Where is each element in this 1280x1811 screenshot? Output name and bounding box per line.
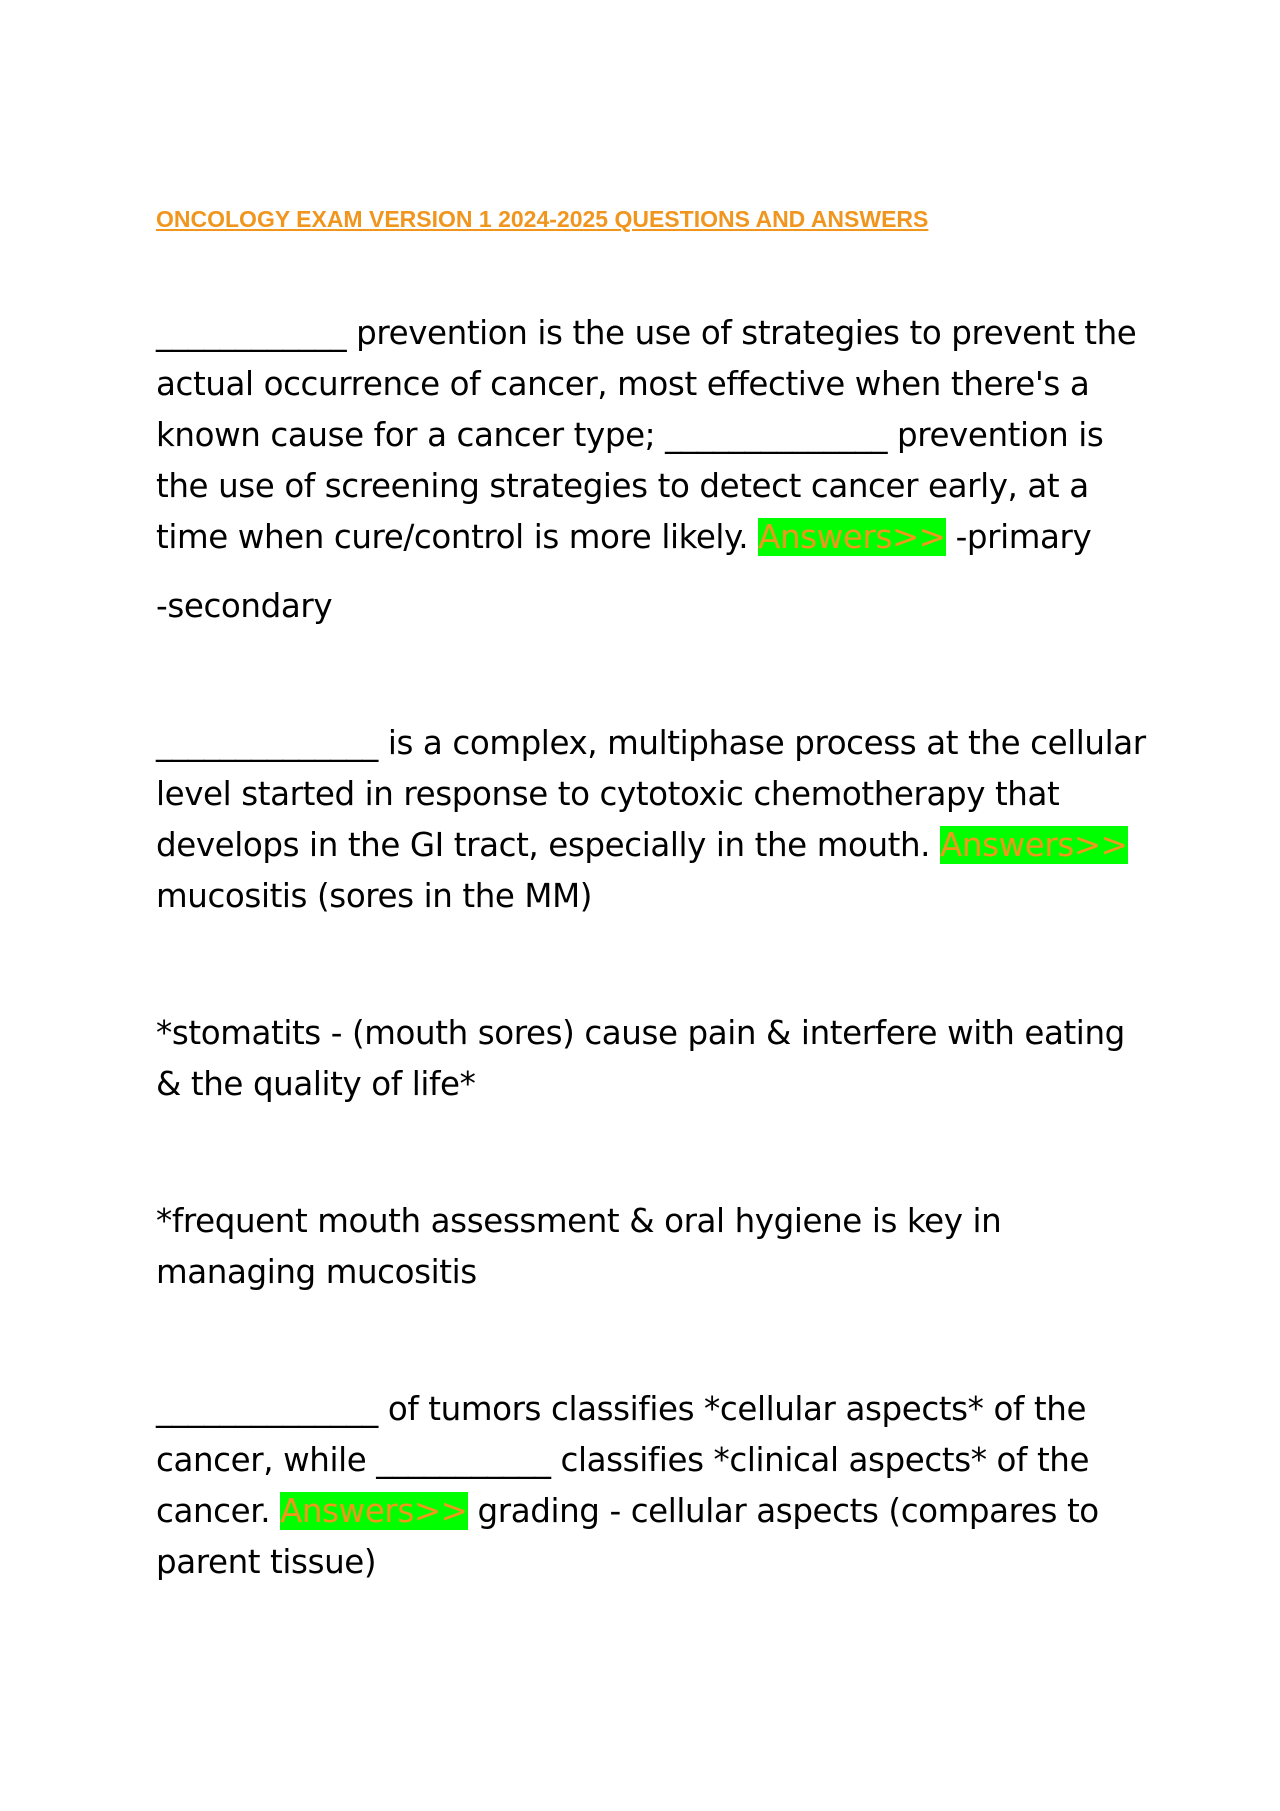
question-3-answer: grading - cellular aspects (compares to parent tissue): [156, 1492, 1099, 1581]
document-body: [156, 308, 1146, 1588]
question-2-text: ______________ is a complex, multiphase process at the cellular level started in response to cytotoxic chemotherapy that develops in the GI tract, especially in the mouth.: [156, 724, 1146, 864]
answer-tag: Answers>>: [758, 518, 946, 556]
paragraph-spacer: [156, 1298, 1146, 1384]
paragraph-spacer: [156, 563, 1146, 581]
paragraph-spacer: [156, 632, 1146, 718]
paragraph-spacer: [156, 922, 1146, 1008]
question-3-text: ______________ of tumors classifies *cellular aspects* of the cancer, while ___________ classifies *clinical aspects* of the cancer.: [156, 1390, 1090, 1530]
question-3: [156, 1384, 1146, 1588]
question-1: [156, 308, 1146, 563]
answer-tag: Answers>>: [280, 1492, 468, 1530]
question-2-answer: mucositis (sores in the MM): [156, 877, 592, 915]
answer-tag: Answers>>: [940, 826, 1128, 864]
question-1-answer-secondary: -secondary: [156, 587, 333, 625]
document-title: ONCOLOGY EXAM VERSION 1 2024-2025 QUESTIONS AND ANSWERS: [156, 206, 929, 232]
paragraph-spacer: [156, 1110, 1146, 1196]
question-2-note-stomatitis: *stomatits - (mouth sores) cause pain & interfere with eating & the quality of life*: [156, 1014, 1125, 1103]
question-2: [156, 718, 1146, 922]
question-2-note-hygiene: *frequent mouth assessment & oral hygiene is key in managing mucositis: [156, 1202, 1002, 1291]
question-1-text: ____________ prevention is the use of strategies to prevent the actual occurrence of cancer, most effective when there's a known cause for a cancer type; ______________ prevention is the use of screening strategies to detect cancer early, at a time when cure/control is more likely.: [156, 314, 1137, 556]
question-1-answer: -primary: [945, 518, 1092, 556]
